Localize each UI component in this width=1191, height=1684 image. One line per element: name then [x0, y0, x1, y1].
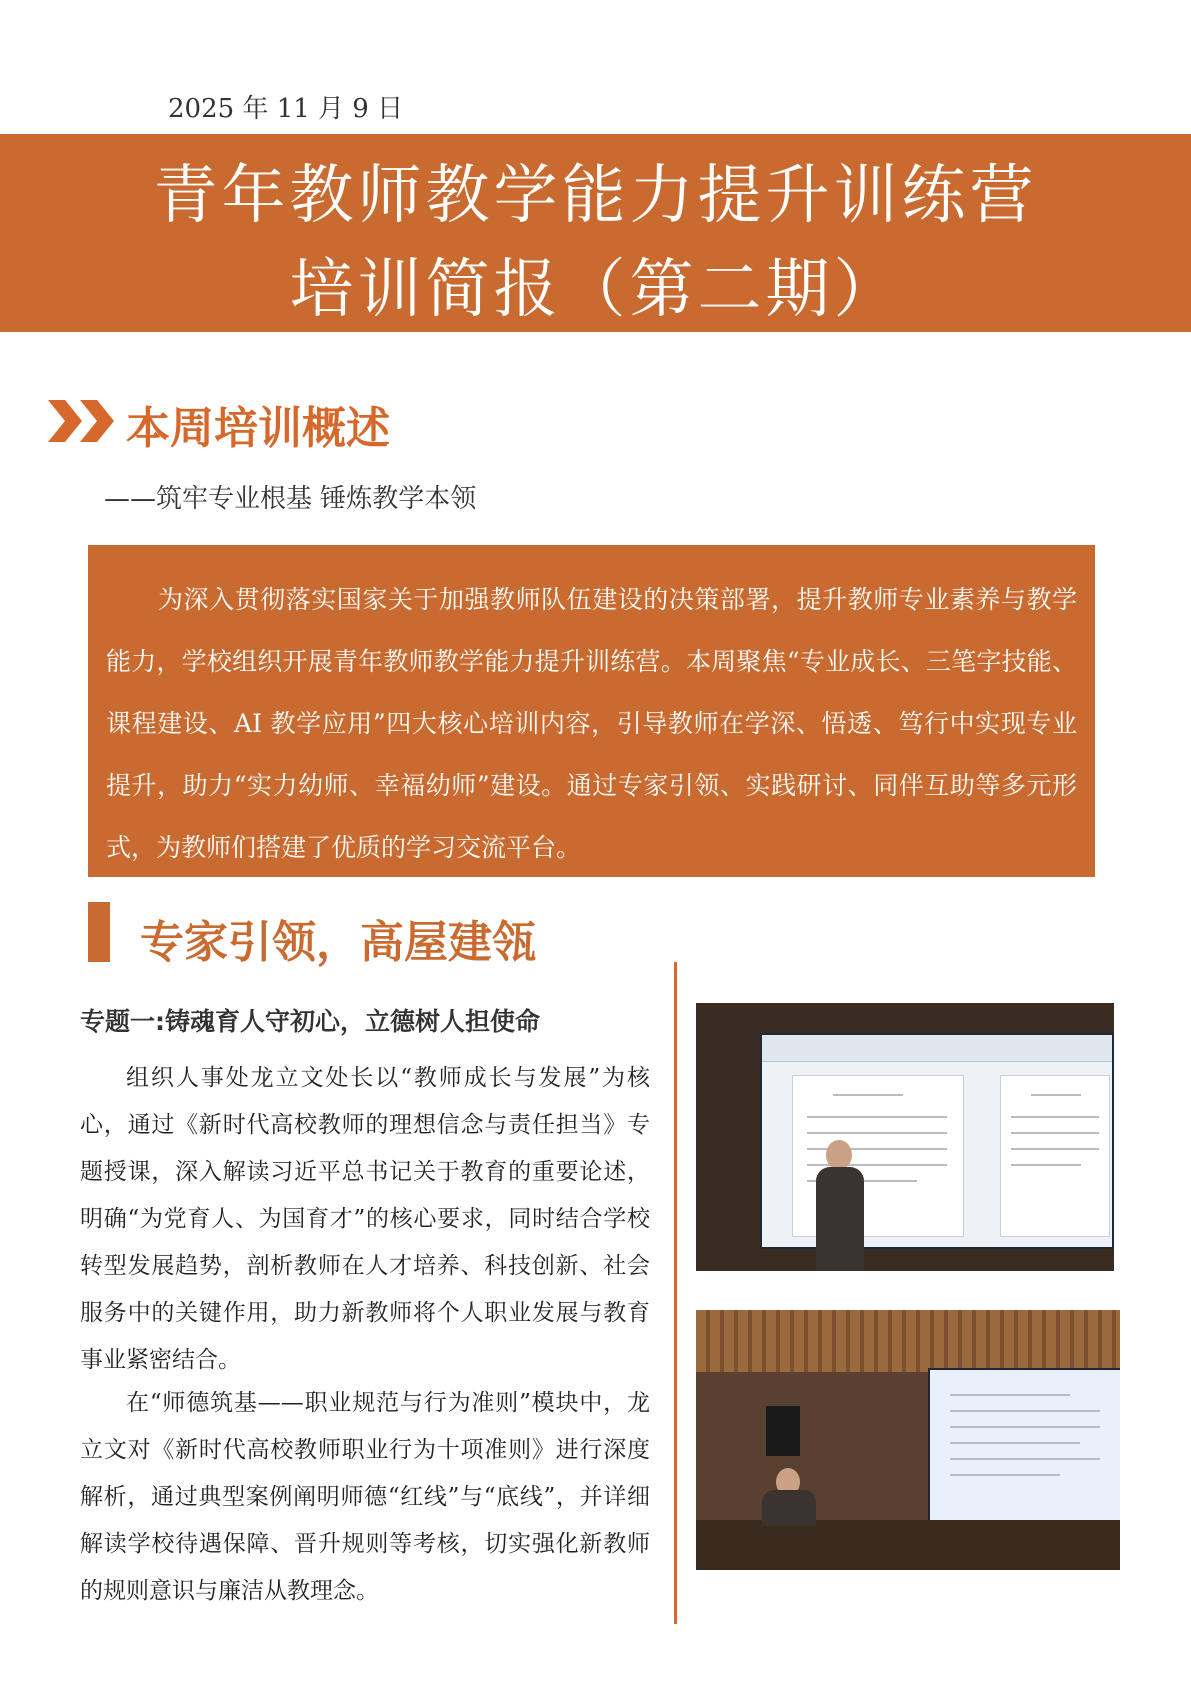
overview-title: 本周培训概述 [126, 403, 390, 454]
body-text-1 [80, 1055, 650, 1384]
speaker-figure [762, 1490, 816, 1526]
wood-ceiling [696, 1310, 1120, 1372]
lecture-photo-1 [696, 1003, 1114, 1271]
column-divider [674, 962, 677, 1624]
title-banner [0, 134, 1191, 332]
projection-screen [760, 1033, 1114, 1249]
banner-title-line2: 培训简报（第二期） [289, 253, 902, 327]
banner-title-line1: 青年教师教学能力提升训练营 [153, 159, 1038, 233]
overview-subtitle: ——筑牢专业根基 锤炼教学本领 [104, 484, 477, 514]
body-text-2 [80, 1380, 650, 1615]
chevron-right-icon [80, 400, 114, 442]
speaker-figure [816, 1167, 864, 1271]
issue-date: 2025 年 11 月 9 日 [168, 94, 404, 124]
paragraph: 组织人事处龙立文处长以“教师成长与发展”为核心，通过《新时代高校教师的理想信念与责任担当》专题授课，深入解读习近平总书记关于教育的重要论述，明确“为党育人、为国育才”的核心要求，同时结合学校转型发展趋势，剖析教师在人才培养、科技创新、社会服务中的关键作用，助力新教师将个人职业发展与教育事业紧密结合。 [80, 1065, 650, 1373]
lecture-desk [696, 1520, 1120, 1570]
overview-paragraph: 为深入贯彻落实国家关于加强教师队伍建设的决策部署，提升教师专业素养与教学能力，学校组织开展青年教师教学能力提升训练营。本周聚焦“专业成长、三笔字技能、课程建设、AI 教学应用”四大核心培训内容，引导教师在学深、悟透、笃行中实现专业提升，助力“实力幼师、幸福幼师”建设。通过专家引领、实践研讨、同伴互助等多元形式，为教师们搭建了优质的学习交流平台。 [106, 585, 1077, 862]
document-toolbar [762, 1035, 1112, 1062]
paragraph: 在“师德筑基——职业规范与行为准则”模块中，龙立文对《新时代高校教师职业行为十项准则》进行深度解析，通过典型案例阐明师德“红线”与“底线”，并详细解读学校待遇保障、晋升规则等考核，切实强化新教师的规则意识与廉洁从教理念。 [80, 1390, 650, 1604]
projection-screen [928, 1368, 1120, 1532]
chevron-right-icon [48, 400, 82, 442]
speaker-head [826, 1140, 852, 1170]
lecture-photo-2 [696, 1310, 1120, 1570]
expert-section-title: 专家引领，高屋建瓴 [140, 917, 536, 968]
document-page [1000, 1075, 1110, 1237]
topic-heading: 专题一:铸魂育人守初心，立德树人担使命 [80, 1007, 540, 1036]
overview-box [88, 545, 1095, 877]
section-bar-icon [88, 902, 110, 962]
loudspeaker-icon [766, 1406, 800, 1456]
